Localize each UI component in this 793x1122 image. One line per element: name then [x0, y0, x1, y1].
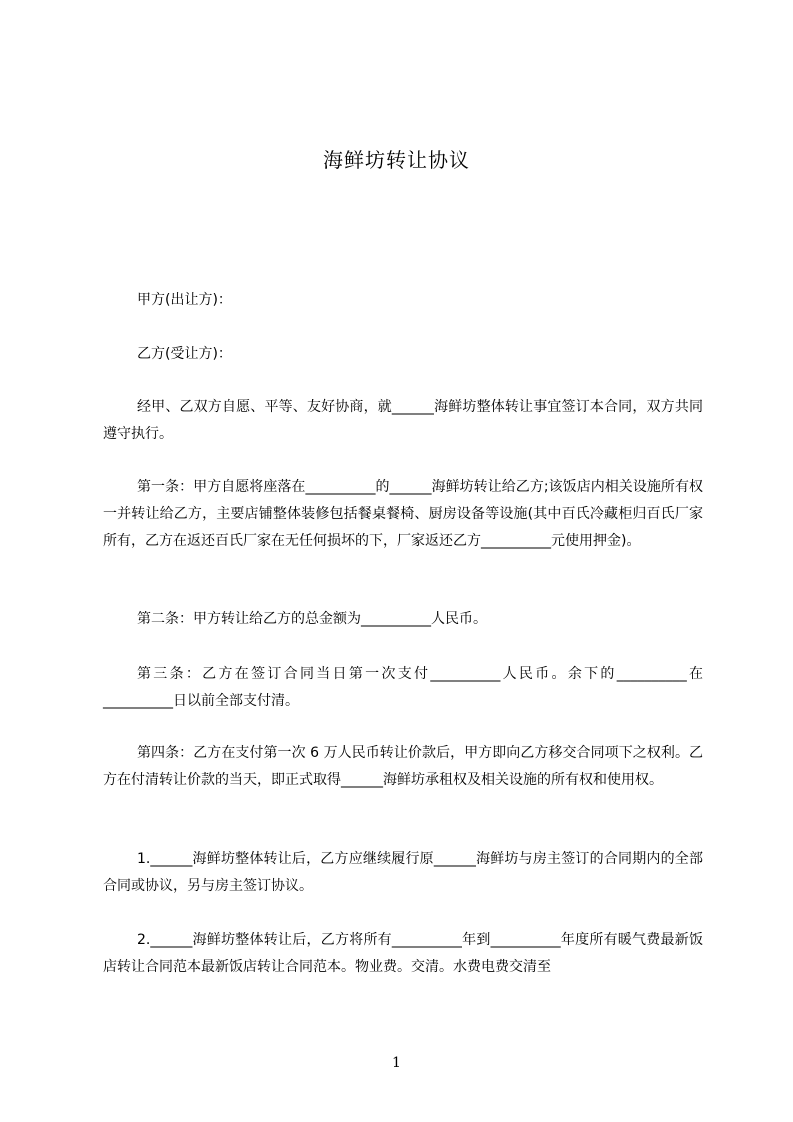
- item-1-paragraph: 1.______海鲜坊整体转让后，乙方应继续履行原______海鲜坊与房主签订的合同期内的全部合同或协议，另与房主签订协议。: [103, 851, 703, 894]
- article-1-paragraph: 第一条：甲方自愿将座落在__________的______海鲜坊转让给乙方;该饭店内相关设施所有权一并转让给乙方，主要店铺整体装修包括餐桌餐椅、厨房设备等设施(其中百氏冷藏柜归百氏厂家所有，乙方在返还百氏厂家在无任何损坏的下，厂家返还乙方__________元使用押金)。: [103, 479, 703, 549]
- party-b-line: 乙方(受让方)：: [137, 346, 232, 362]
- article-4-paragraph: 第四条：乙方在支付第一次 6 万人民币转让价款后，甲方即向乙方移交合同项下之权利。乙方在付清转让价款的当天，即正式取得______海鲜坊承租权及相关设施的所有权和使用权。: [103, 745, 703, 788]
- party-a-line: 甲方(出让方)：: [137, 292, 232, 308]
- article-3-paragraph: 第三条：乙方在签订合同当日第一次支付__________人民币。余下的__________在__________日以前全部支付清。: [103, 666, 703, 709]
- document-title: 海鲜坊转让协议: [323, 148, 470, 172]
- article-2-paragraph: 第二条：甲方转让给乙方的总金额为__________人民币。: [137, 611, 487, 627]
- item-2-paragraph: 2.______海鲜坊整体转让后，乙方将所有__________年到__________年度所有暖气费最新饭店转让合同范本最新饭店转让合同范本。物业费。交清。水费电费交清至: [103, 932, 703, 975]
- page-number: 1: [392, 1055, 401, 1071]
- intro-paragraph: 经甲、乙双方自愿、平等、友好协商，就______海鲜坊整体转让事宜签订本合同，双方共同遵守执行。: [103, 399, 703, 442]
